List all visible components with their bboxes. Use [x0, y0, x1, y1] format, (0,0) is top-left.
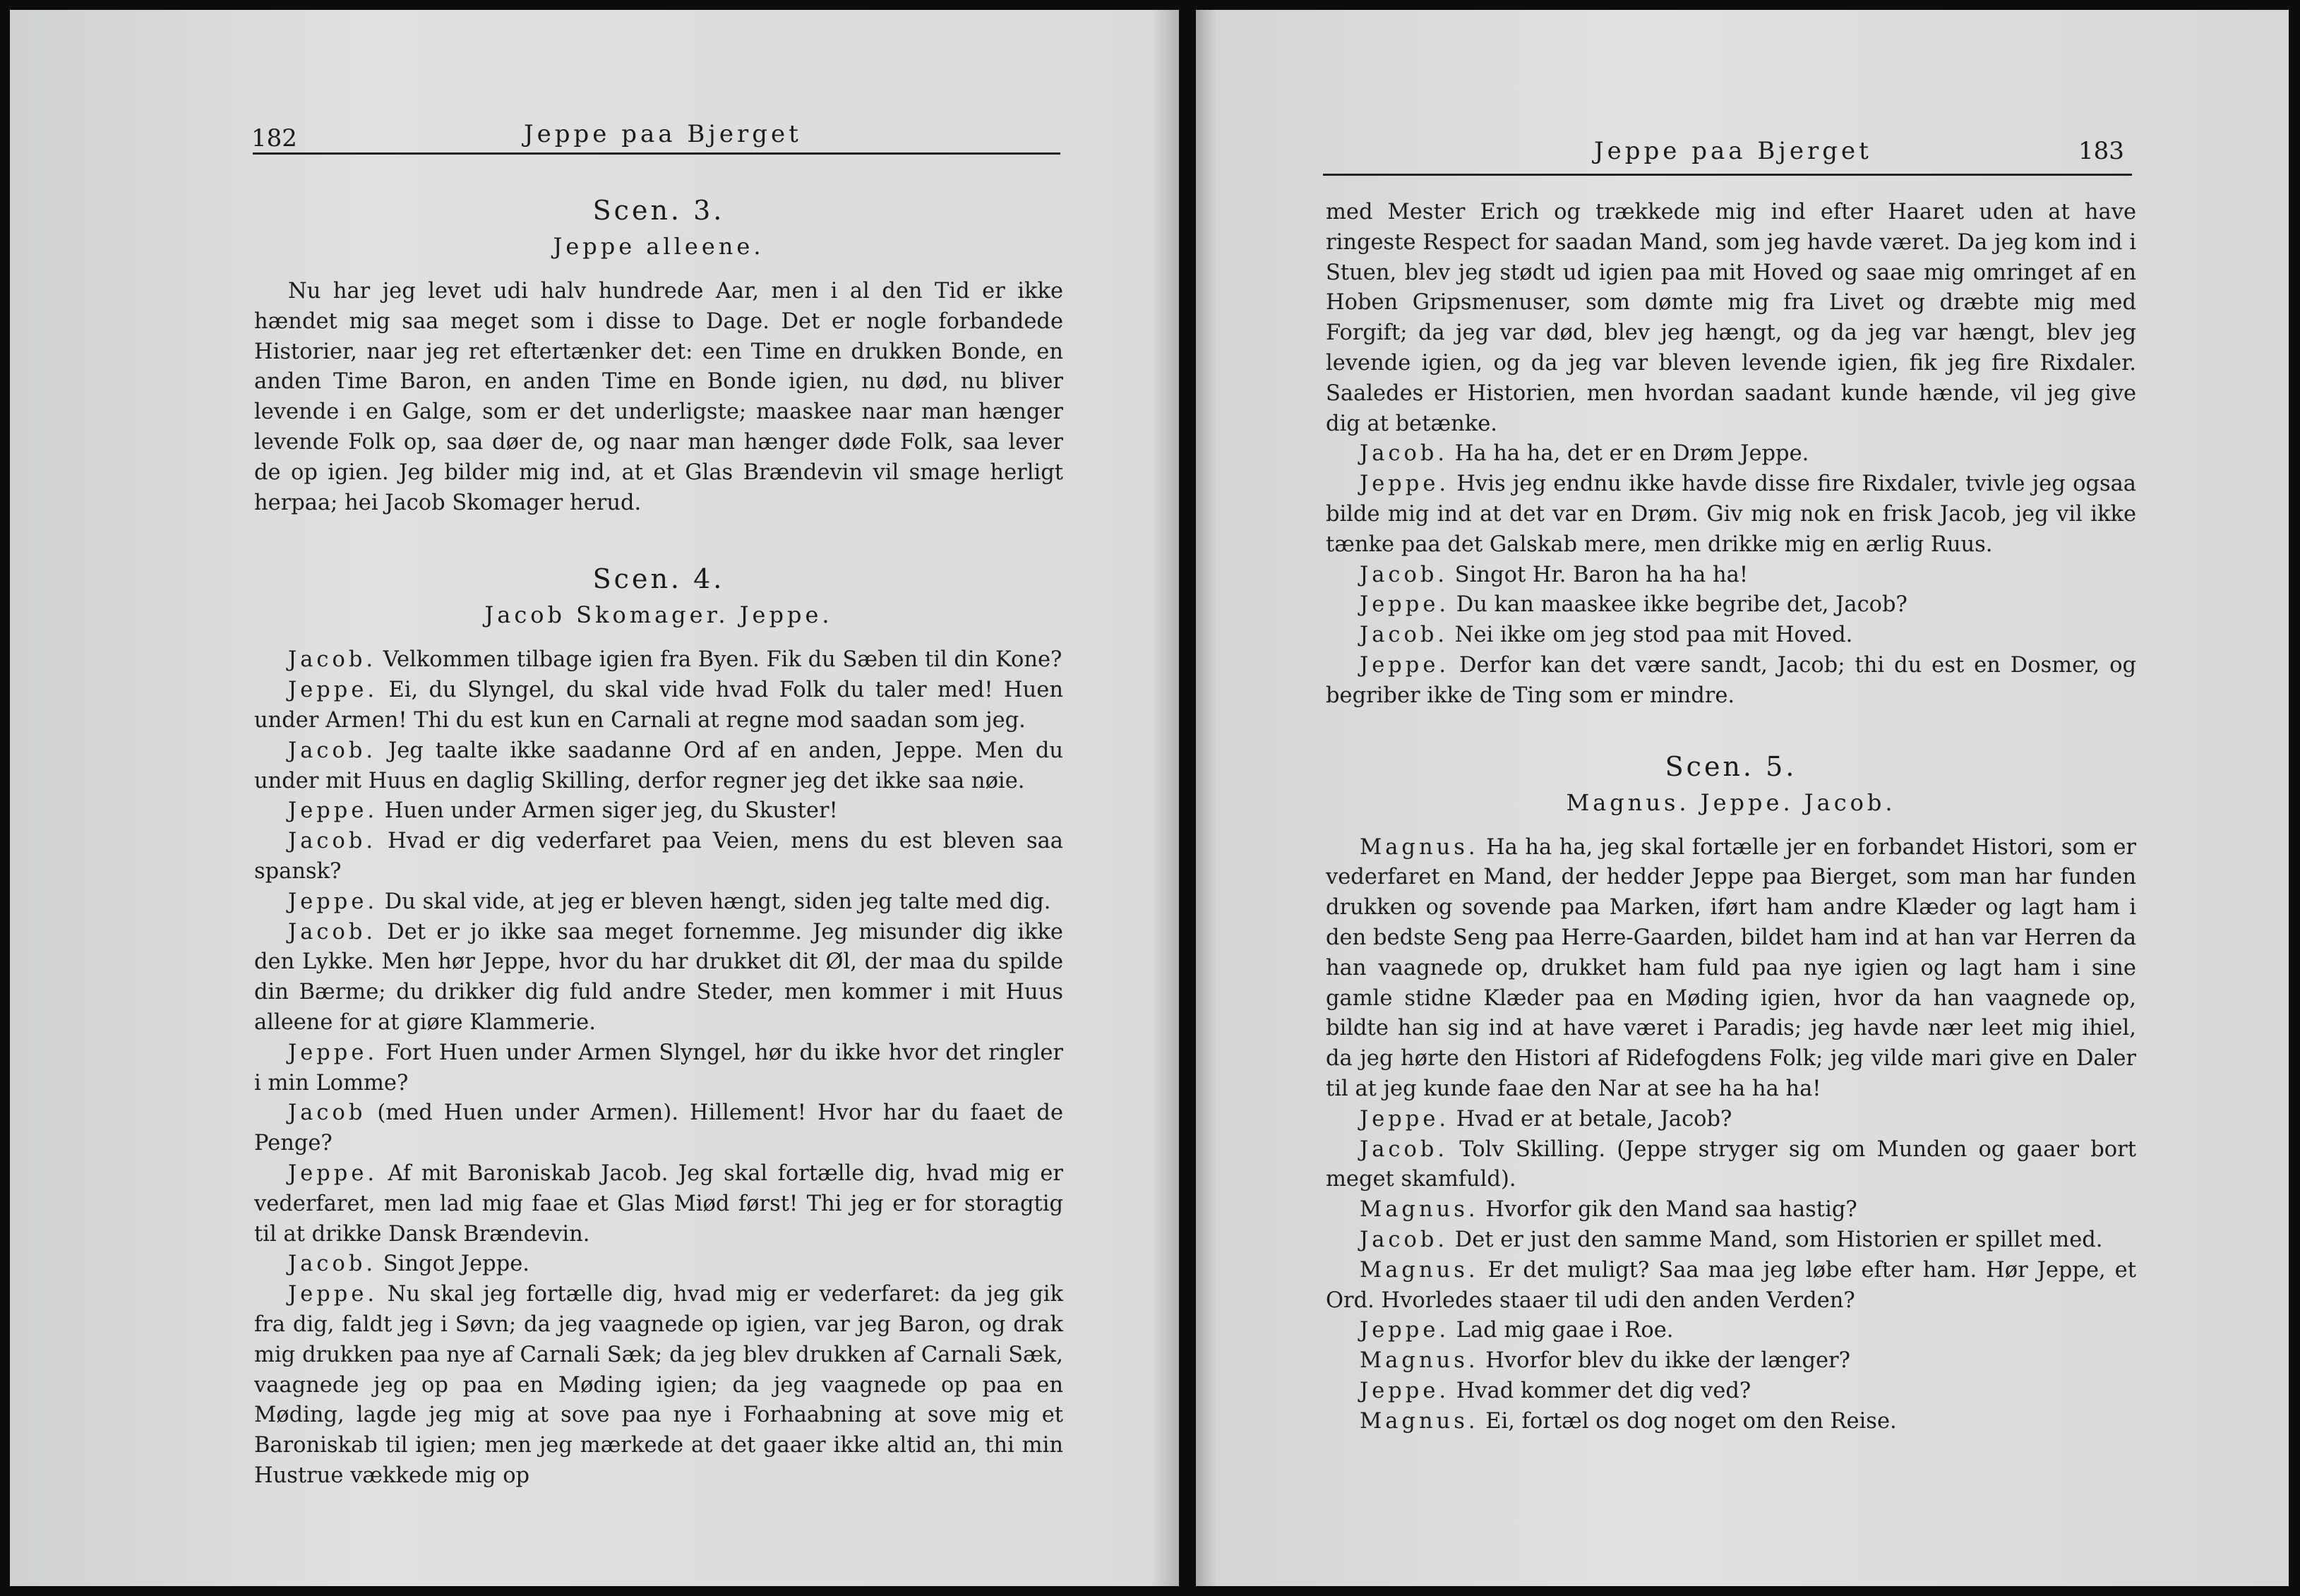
speech-text: Singot Jeppe. — [376, 1252, 529, 1277]
speech-text: Det er jo ikke saa meget fornemme. Jeg misunder dig ikke den Lykke. Men hør Jeppe, hvor du har drukket dit Øl, der maa du spilde din Bærme; du drikker dig fuld andre Steder, men kommer i mit Huus alleene for at giøre Klammerie. — [254, 919, 1063, 1035]
speaker-name: Jacob. — [288, 1252, 377, 1277]
dialogue-line — [254, 736, 1063, 797]
dialogue-line — [254, 1098, 1063, 1159]
dialogue-line — [254, 1159, 1063, 1249]
dialogue-line — [254, 645, 1063, 676]
right-body — [1326, 198, 2136, 1436]
dialogue-line — [1326, 1256, 2136, 1316]
dialogue-line — [254, 796, 1063, 827]
speaker-name: Jacob. — [1360, 1136, 1449, 1162]
dialogue-line — [1326, 651, 2136, 712]
dialogue-line — [1326, 590, 2136, 620]
speech-text: Nu skal jeg fortælle dig, hvad mig er vederfaret: da jeg gik fra dig, faldt jeg i Søvn; da jeg vaagnede op igien, var jeg Baron, og drak mig drukken paa nye af Carnali Sæk; da jeg blev drukken af Carnali Sæk, vaagnede jeg op paa en Møding igien; da jeg vaagnede op paa en Møding, lagde jeg mig at sove paa nye i Forhaabning at sove mig et Baroniskab til igien; men jeg mærkede at det gaaer ikke altid an, thi min Hustrue vækkede mig op — [254, 1282, 1063, 1488]
speech-text: Velkommen tilbage igien fra Byen. Fik du Sæben til din Kone? — [376, 647, 1062, 673]
speech-text: Hvorfor blev du ikke der længer? — [1478, 1348, 1850, 1374]
dialogue-line — [254, 918, 1063, 1038]
speaker-name: Jacob. — [1360, 441, 1449, 467]
dialogue-line — [1326, 1376, 2136, 1407]
speaker-name: Jacob. — [1360, 1227, 1449, 1252]
speech-text: Derfor kan det være sandt, Jacob; thi du est en Dosmer, og begriber ikke de Ting som er mindre. — [1326, 652, 2136, 708]
running-head-right: Jeppe paa Bjerget — [1594, 137, 1872, 165]
speech-text: Ha ha ha, jeg skal fortælle jer en forbandet Histori, som er vederfaret en Mand, der hedder Jeppe paa Bierget, som man har funden drukken og sovende paa Marken, iført ham andre Klæder og lagt ham i den bedste Seng paa Herre-Gaarden, bildet ham ind at han var Herren da han vaagnede op, drukket ham fuld paa nye igien og lagt ham i sine gamle stidne Klæder paa en Møding igien, hvor da han vaagnede op, bildte han sig ind at have været i Paradis; jeg havde nær leet mig ihiel, da jeg hørte den Histori af Ridefogdens Folk; jeg vilde mari give en Daler til at jeg kunde faae den Nar at see ha ha ha! — [1326, 834, 2136, 1101]
dialogue-line — [254, 1280, 1063, 1492]
speaker-name: Jeppe. — [1360, 1378, 1450, 1403]
page-number-left: 182 — [251, 124, 297, 152]
speaker-name: Jeppe. — [288, 678, 378, 703]
dialogue-line — [1326, 1225, 2136, 1256]
speaker-name: Magnus. — [1360, 1197, 1479, 1223]
speech-text: Af mit Baroniskab Jacob. Jeg skal fortælle dig, hvad mig er vederfaret, men lad mig faae et Glas Miød først! Thi jeg er for storagtig til at drikke Dansk Brændevin. — [254, 1160, 1063, 1247]
left-page — [10, 10, 1179, 1586]
speech-text: Singot Hr. Baron ha ha ha! — [1448, 562, 1749, 587]
speech-text: Du skal vide, at jeg er bleven hængt, siden jeg talte med dig. — [378, 889, 1051, 914]
speech-text: Jeg taalte ikke saadanne Ord af en anden, Jeppe. Men du under mit Huus en daglig Skilling, derfor regner jeg det ikke saa nøie. — [254, 738, 1063, 793]
speaker-name: Jacob. — [288, 919, 377, 944]
dialogue-line — [1326, 560, 2136, 591]
dialogue-line — [1326, 1346, 2136, 1376]
scene-3-monologue: Nu har jeg levet udi halv hundrede Aar, men i al den Tid er ikke hændet mig saa meget som i disse to Dage. Det er nogle forbandede Historier, naar jeg ret eftertænker det: een Time en drukken Bonde, en anden Time Baron, en anden Time en Bonde igien, nu død, nu bliver levende i en Galge, som er det underligste; maaskee naar man hænger levende Folk op, saa døer de, og naar man hænger døde Folk, saa lever de op igien. Jeg bilder mig ind, at et Glas Brændevin vil smage herligt herpaa; hei Jacob Skomager herud. — [254, 279, 1063, 515]
dialogue-line — [254, 1038, 1063, 1099]
dialogue-line — [1326, 1105, 2136, 1135]
speaker-name: Jeppe. — [1360, 592, 1450, 618]
dialogue-line — [1326, 1316, 2136, 1346]
speaker-name: Jeppe. — [288, 889, 378, 914]
speech-text: Ha ha ha, det er en Drøm Jeppe. — [1448, 441, 1809, 467]
scene-3-title: Scen. 3. — [592, 195, 725, 226]
speech-text: Hvad kommer det dig ved? — [1449, 1378, 1751, 1403]
speaker-name: Jacob. — [288, 738, 377, 763]
speech-text: Hvis jeg endnu ikke havde disse fire Rixdaler, tvivle jeg ogsaa bilde mig ind at det var en Drøm. Giv mig nok en frisk Jacob, jeg vil ikke tænke paa det Galskab mere, men drikke mig en ærlig Ruus. — [1326, 472, 2136, 557]
dialogue-line — [1326, 1195, 2136, 1225]
header-rule-right — [1323, 174, 2132, 176]
speech-text: Huen under Armen siger jeg, du Skuster! — [378, 798, 838, 824]
dialogue-line — [254, 887, 1063, 918]
speaker-name: Jeppe. — [1360, 652, 1450, 678]
dialogue-line — [254, 1249, 1063, 1280]
speech-text: Hvad er at betale, Jacob? — [1449, 1106, 1732, 1132]
speech-text: Er det muligt? Saa maa jeg løbe efter ham. Hør Jeppe, et Ord. Hvorledes staaer til udi den anden Verden? — [1326, 1257, 2136, 1313]
dialogue-line — [1326, 833, 2136, 1105]
gutter-shadow — [1151, 10, 1179, 1586]
scene-4-dialogue-continued — [1326, 439, 2136, 711]
speech-text: (med Huen under Armen). Hillement! Hvor har du faaet de Penge? — [254, 1100, 1063, 1156]
page-number-right: 183 — [2078, 137, 2124, 165]
speaker-name: Magnus. — [1360, 1348, 1479, 1374]
scene-3-cast: Jeppe alleene. — [553, 233, 765, 260]
speaker-name: Jeppe. — [1360, 1318, 1450, 1343]
speaker-name: Jacob. — [288, 829, 377, 854]
speaker-name: Jeppe. — [288, 1040, 378, 1065]
continued-speech: med Mester Erich og trækkede mig ind efter Haaret uden at have ringeste Respect for saadan Mand, som jeg havde været. Da jeg kom ind i Stuen, blev jeg stødt ud igien paa mit Hoved og saae mig omringet af en Hoben Gripsmenuser, som dømte mig fra Livet og dræbte mig med Forgift; da jeg var død, blev jeg hængt, og da jeg var hængt, blev jeg levende igien, og da jeg var bleven levende igien, fik jeg fire Rixdaler. Saaledes er Historien, men hvordan saadant kunde hænde, vil jeg give dig at betænke. — [1326, 200, 2136, 436]
running-head-left: Jeppe paa Bjerget — [524, 120, 802, 148]
speaker-name: Jacob — [288, 1100, 366, 1126]
speaker-name: Jeppe. — [288, 1160, 378, 1186]
scene-4-title: Scen. 4. — [592, 563, 725, 595]
scene-5-title: Scen. 5. — [1665, 750, 1797, 782]
dialogue-line — [1326, 620, 2136, 651]
speech-text: Fort Huen under Armen Slyngel, hør du ikke hvor det ringler i min Lomme? — [254, 1040, 1063, 1096]
gutter-shadow — [1196, 10, 1217, 1586]
scene-4-dialogue — [254, 645, 1063, 1491]
speaker-name: Magnus. — [1360, 1408, 1479, 1434]
speaker-name: Jacob. — [1360, 562, 1449, 587]
left-body — [254, 195, 1063, 1492]
scene-4-cast: Jacob Skomager. Jeppe. — [484, 601, 833, 629]
speech-text: Lad mig gaae i Roe. — [1449, 1318, 1674, 1343]
speech-text: Nei ikke om jeg stod paa mit Hoved. — [1448, 623, 1853, 648]
speaker-name: Jacob. — [1360, 623, 1449, 648]
speaker-name: Magnus. — [1360, 1257, 1479, 1283]
dialogue-line — [254, 827, 1063, 887]
dialogue-line — [1326, 439, 2136, 469]
dialogue-line — [254, 676, 1063, 736]
speech-text: Hvorfor gik den Mand saa hastig? — [1478, 1197, 1857, 1223]
dialogue-line — [1326, 1135, 2136, 1196]
speech-text: Hvad er dig vederfaret paa Veien, mens du est bleven saa spansk? — [254, 829, 1063, 884]
speaker-name: Magnus. — [1360, 834, 1479, 860]
speaker-name: Jeppe. — [1360, 472, 1450, 497]
dialogue-line — [1326, 469, 2136, 560]
speech-text: Ei, du Slyngel, du skal vide hvad Folk du taler med! Huen under Armen! Thi du est kun en Carnali at regne mod saadan som jeg. — [254, 678, 1063, 733]
right-page — [1196, 10, 2289, 1586]
speech-text: Det er just den samme Mand, som Historien er spillet med. — [1448, 1227, 2103, 1252]
speaker-name: Jeppe. — [288, 798, 378, 824]
speaker-name: Jeppe. — [288, 1282, 378, 1307]
speech-text: Ei, fortæl os dog noget om den Reise. — [1478, 1408, 1897, 1434]
speaker-name: Jacob. — [288, 647, 377, 673]
scene-5-dialogue — [1326, 833, 2136, 1437]
dialogue-line — [1326, 1407, 2136, 1437]
speech-text: Tolv Skilling. (Jeppe stryger sig om Munden og gaaer bort meget skamfuld). — [1326, 1136, 2136, 1192]
speech-text: Du kan maaskee ikke begribe det, Jacob? — [1449, 592, 1907, 618]
scene-5-cast: Magnus. Jeppe. Jacob. — [1566, 788, 1896, 816]
speaker-name: Jeppe. — [1360, 1106, 1450, 1132]
header-rule-left — [253, 152, 1060, 155]
